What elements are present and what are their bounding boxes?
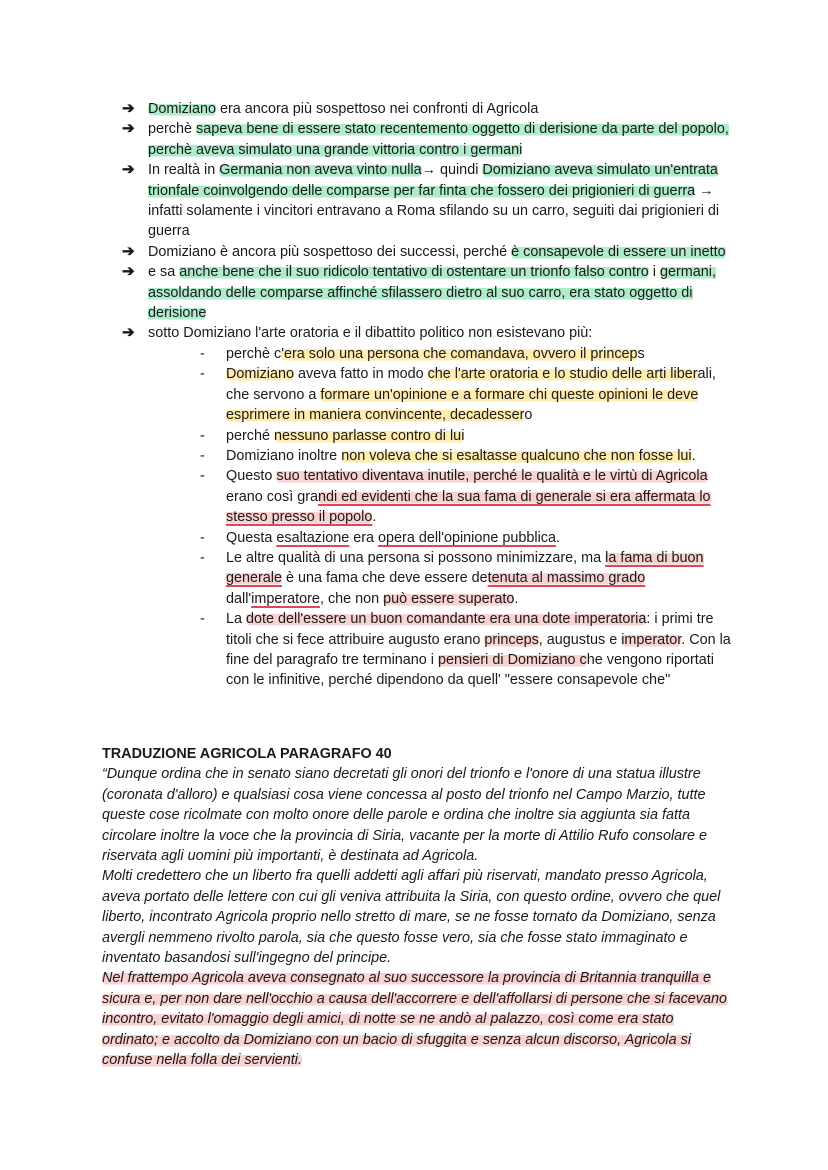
bullet-2: ➔ perchè sapeva bene di essere stato recentemento oggetto di derisione da parte del popolo, perchè aveva simulato una grande vittoria contro i germani bbox=[122, 120, 729, 158]
arrow-icon: ➔ bbox=[122, 161, 135, 179]
bullet-3: ➔ In realtà in Germania non aveva vinto nulla→ quindi Domiziano aveva simulato un'entrata trionfale coinvolgendo delle comparse per far finta che fossero dei prigionieri di guerra → infatti solamente i vincitori entravano a Roma sfilando su un carro, seguiti dai prigionieri di guerra bbox=[122, 161, 720, 240]
sub-item-6: - Questa esaltazione era opera dell'opinione pubblica. bbox=[200, 529, 560, 546]
sub-item-4: - Domiziano inoltre non voleva che si esaltasse qualcuno che non fosse lui. bbox=[200, 447, 696, 464]
sub-list bbox=[148, 344, 732, 691]
translation-paragraph-3: Nel frattempo Agricola aveva consegnato al suo successore la provincia di Britannia tranquilla e sicura e, per non dare nell'occhio a causa dell'accorrere e dell'affollarsi di persone che si facevano incontro, evitato l'omaggio degli amici, di notte se ne andò al palazzo, così come era stato ordinato; e accolto da Domiziano con un bacio di sfuggita e senza alcun discorso, Agricola si confuse nella folla dei servienti. bbox=[102, 970, 727, 1069]
translation-title: TRADUZIONE AGRICOLA PARAGRAFO 40 bbox=[102, 746, 392, 762]
arrow-icon: ➔ bbox=[122, 120, 135, 138]
bullet-6: ➔ sotto Domiziano l'arte oratoria e il dibattito politico non esistevano più: - perchè c'era solo una persona che comandava, ovvero il princeps - Domiziano aveva fatto in modo che l'arte oratoria e lo studio delle arti liberali, che servono a formare un'opinione e a formare chi queste opinioni le deve esprimere in maniera convincente, decadessero - perché nessuno parlasse contro di lui - Domiziano inoltre non voleva che si esaltasse qualcuno che non fosse lui. - Questo suo tentativo diventava inutile, perché le qualità e le virtù di Agricola erano così grandi ed evidenti che la sua fama di generale si era affermata lo stesso presso il popolo. - Questa esaltazione era opera dell'opinione pubblica. - Le altre qualità di una persona si possono minimizzare, ma la fama di buon generale è una fama che deve essere detenuta al massimo grado dall'imperatore, che non può essere superato. - La dote dell'essere un buon comandante era una dote imperatoria: i primi tre titoli che si fece attribuire augusto erano princeps, augustus e imperator. Con la fine del paragrafo tre terminano i pensieri di Domiziano che vengono riportati con le infinitive, perché dipendono da quell' "essere consapevole che" bbox=[122, 323, 732, 690]
bullet-5: ➔ e sa anche bene che il suo ridicolo tentativo di ostentare un trionfo falso contro i germani, assoldando delle comparse affinché sfilassero dietro al suo carro, era stato oggetto di derisione bbox=[122, 263, 716, 322]
arrow-icon: ➔ bbox=[122, 324, 135, 342]
bullet-4: ➔ Domiziano è ancora più sospettoso dei successi, perché è consapevole di essere un inetto bbox=[122, 242, 732, 262]
arrow-icon: ➔ bbox=[122, 242, 135, 260]
sub-item-5: - Questo suo tentativo diventava inutile, perché le qualità e le virtù di Agricola erano così grandi ed evidenti che la sua fama di generale si era affermata lo stesso presso il popolo. bbox=[200, 468, 711, 526]
translation-paragraph-1: “Dunque ordina che in senato siano decretati gli onori del trionfo e l'onore di una statua illustre (coronata d'alloro) e qualsiasi cosa viene concessa al posto del trionfo nel Campo Marzio, tutte queste cose ricolmate con molto onore delle parole e ordina che inoltre sia aggiunta sia fatta circolare inoltre la voce che la provincia di Siria, vacante per la morte di Attilio Rufo consolare e riservata agli uomini più importanti, è destinata ad Agricola. bbox=[102, 766, 707, 865]
translation-section bbox=[102, 744, 728, 1071]
arrow-icon: ➔ bbox=[122, 263, 135, 281]
arrow-icon: ➔ bbox=[122, 100, 135, 117]
sub-item-7: - Le altre qualità di una persona si possono minimizzare, ma la fama di buon generale è una fama che deve essere detenuta al massimo grado dall'imperatore, che non può essere superato. bbox=[200, 549, 704, 607]
sub-item-2: - Domiziano aveva fatto in modo che l'arte oratoria e lo studio delle arti liberali, che servono a formare un'opinione e a formare chi queste opinioni le deve esprimere in maniera convincente, decadessero bbox=[200, 366, 716, 424]
bullet-1: ➔ Domiziano era ancora più sospettoso nei confronti di Agricola bbox=[122, 99, 732, 119]
sub-item-1: - perchè c'era solo una persona che comandava, ovvero il princeps bbox=[200, 345, 645, 362]
notes-list bbox=[122, 99, 732, 691]
sub-item-8: - La dote dell'essere un buon comandante era una dote imperatoria: i primi tre titoli che si fece attribuire augusto erano princeps, augustus e imperator. Con la fine del paragrafo tre terminano i pensieri di Domiziano che vengono riportati con le infinitive, perché dipendono da quell' "essere consapevole che" bbox=[200, 611, 731, 689]
translation-paragraph-2: Molti credettero che un liberto fra quelli addetti agli affari più riservati, mandato presso Agricola, aveva portato delle lettere con cui gli veniva attribuita la Siria, con questo ordine, ovvero che quel liberto, incontrato Agricola proprio nello stretto di mare, se ne fosse tornato da Domiziano, senza avergli nemmeno rivolto parola, sia che questo fosse vero, sia che fosse stato immaginato e inventato basandosi sull'ingegno del principe. bbox=[102, 868, 721, 967]
sub-item-3: - perché nessuno parlasse contro di lui bbox=[200, 427, 465, 444]
